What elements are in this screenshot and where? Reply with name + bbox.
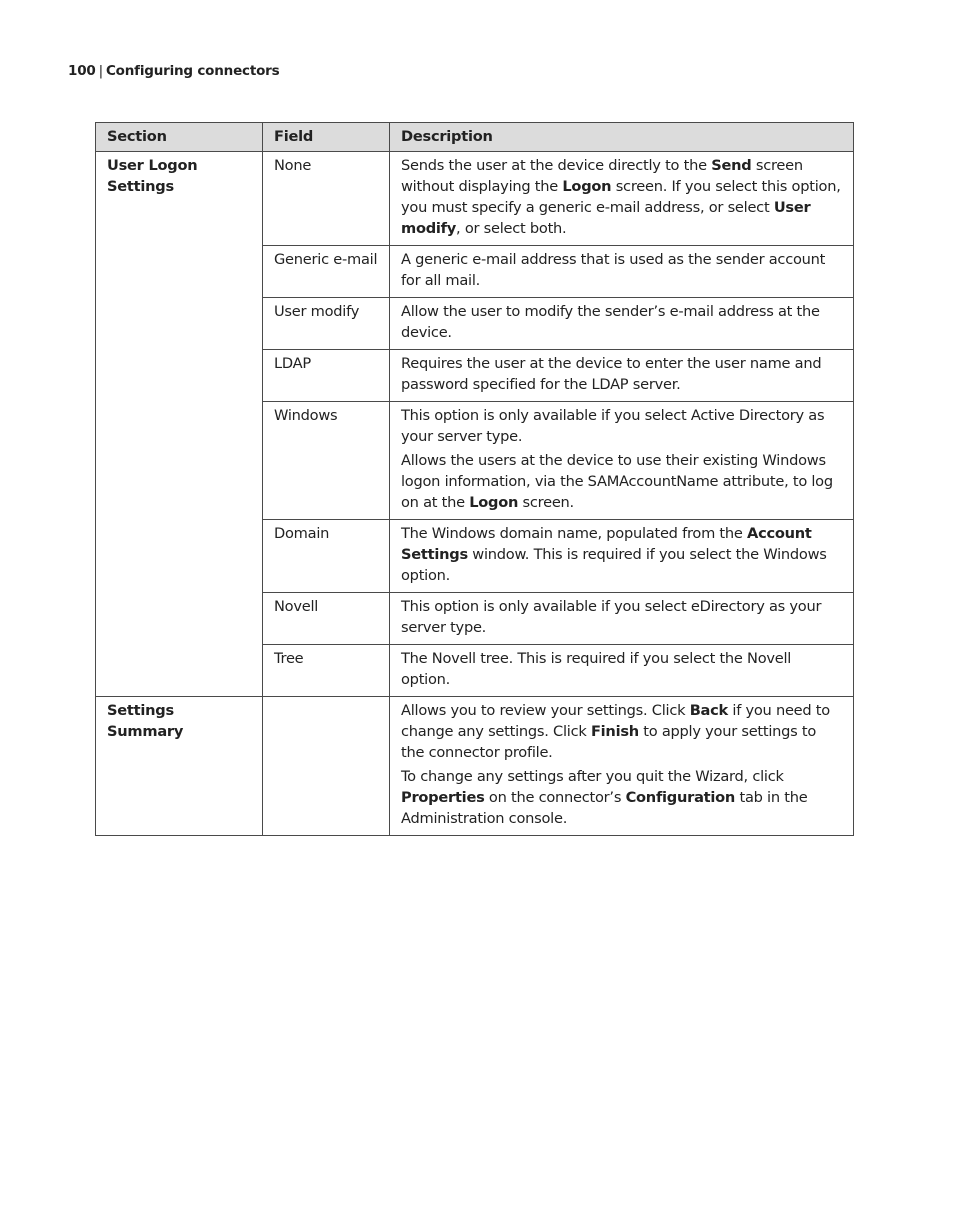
description-text: screen.: [518, 494, 574, 511]
description-cell: [390, 645, 854, 697]
field-cell: [263, 697, 390, 836]
table-body: [96, 152, 854, 836]
column-header-field: Field: [263, 123, 390, 152]
description-text: if you need to change any settings. Click: [401, 702, 830, 740]
page-number: 100: [68, 63, 96, 79]
description-text: Allows you to review your settings. Click: [401, 702, 690, 719]
ui-term: Logon: [469, 494, 519, 511]
field-cell: Domain: [263, 520, 390, 593]
ui-term: Logon: [562, 178, 612, 195]
description-cell: [390, 152, 854, 246]
description-cell: [390, 402, 854, 520]
ui-term: Properties: [401, 789, 485, 806]
field-cell: Tree: [263, 645, 390, 697]
description-text: , or select both.: [456, 220, 567, 237]
description-text: Sends the user at the device directly to the: [401, 157, 712, 174]
description-text: Allows the users at the device to use their existing Windows logon information, via the SAMAccountName attribute, to log on at the: [401, 452, 833, 511]
description-paragraph: [401, 353, 843, 395]
table-row: [96, 152, 854, 246]
column-header-description: Description: [390, 123, 854, 152]
description-paragraph: [401, 301, 843, 343]
field-cell: Generic e-mail: [263, 246, 390, 298]
description-paragraph: [401, 249, 843, 291]
description-text: Allow the user to modify the sender’s e-mail address at the device.: [401, 303, 820, 341]
table-header-row: [96, 123, 854, 152]
description-text: A generic e-mail address that is used as the sender account for all mail.: [401, 251, 826, 289]
description-cell: [390, 593, 854, 645]
description-cell: [390, 697, 854, 836]
section-cell: Settings Summary: [96, 697, 263, 836]
description-cell: [390, 350, 854, 402]
description-cell: [390, 298, 854, 350]
ui-term: Account Settings: [401, 525, 812, 563]
description-text: on the connector’s: [484, 789, 626, 806]
description-text: This option is only available if you select Active Directory as your server type.: [401, 407, 825, 445]
ui-term: Configuration: [625, 789, 736, 806]
description-text: The Novell tree. This is required if you select the Novell option.: [401, 650, 792, 688]
description-text: screen. If you select this option, you must specify a generic e-mail address, or select: [401, 178, 841, 216]
field-cell: User modify: [263, 298, 390, 350]
field-cell: LDAP: [263, 350, 390, 402]
description-paragraph: [401, 648, 843, 690]
ui-term: Send: [711, 157, 752, 174]
header-separator: |: [98, 63, 103, 79]
description-text: screen without displaying the: [401, 157, 803, 195]
description-cell: [390, 246, 854, 298]
field-cell: Windows: [263, 402, 390, 520]
description-paragraph: [401, 766, 843, 829]
description-paragraph: [401, 450, 843, 513]
description-paragraph: [401, 700, 843, 763]
section-cell: User Logon Settings: [96, 152, 263, 697]
description-paragraph: [401, 155, 843, 239]
description-text: The Windows domain name, populated from the: [401, 525, 748, 542]
ui-term: Finish: [590, 723, 639, 740]
table-row: [96, 697, 854, 836]
ui-term: User modify: [401, 199, 811, 237]
chapter-title: Configuring connectors: [105, 63, 280, 79]
description-cell: [390, 520, 854, 593]
description-text: window. This is required if you select the Windows option.: [401, 546, 827, 584]
settings-table: [95, 122, 854, 836]
description-paragraph: [401, 523, 843, 586]
ui-term: Back: [689, 702, 729, 719]
description-text: This option is only available if you select eDirectory as your server type.: [401, 598, 822, 636]
description-paragraph: [401, 596, 843, 638]
field-cell: Novell: [263, 593, 390, 645]
running-header: [68, 63, 279, 79]
column-header-section: Section: [96, 123, 263, 152]
description-text: To change any settings after you quit the Wizard, click: [401, 768, 784, 785]
description-paragraph: [401, 405, 843, 447]
description-text: Requires the user at the device to enter the user name and password specified for the LDAP server.: [401, 355, 822, 393]
description-text: tab in the Administration console.: [401, 789, 808, 827]
field-cell: None: [263, 152, 390, 246]
description-text: to apply your settings to the connector profile.: [401, 723, 817, 761]
